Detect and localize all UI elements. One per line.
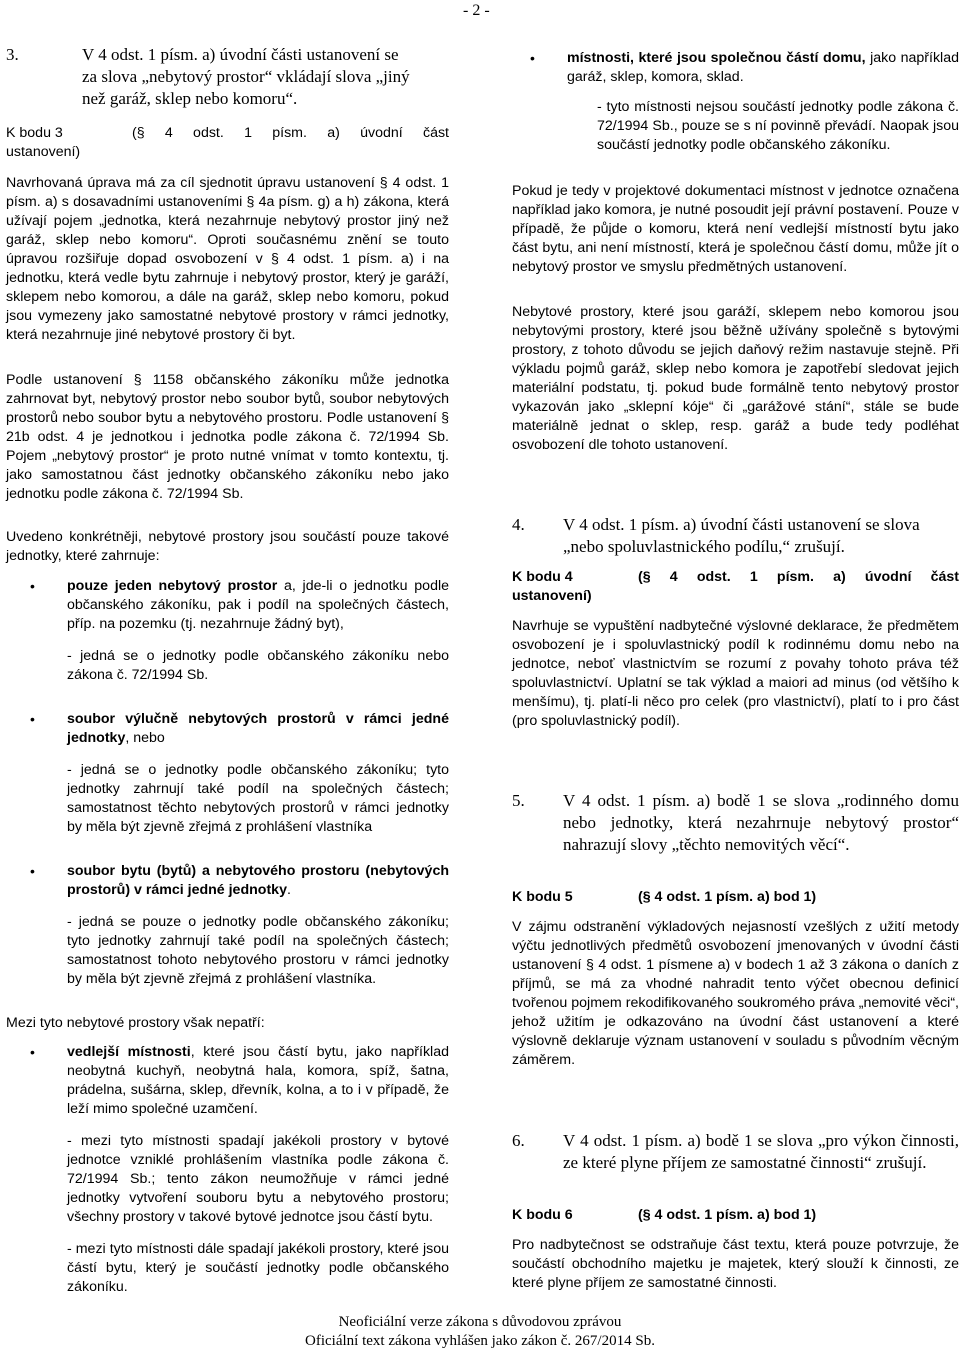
k-bodu-4-reference: (§ 4 odst. 1 písm. a) úvodní část: [638, 569, 959, 585]
bullet-5-bold: místnosti, které jsou společnou částí domu,: [567, 50, 866, 66]
bullet-2-subtext: - jedná se o jednotky podle občanského zákoníku; tyto jednotky zahrnují také podíl na společných částech; samostatnost těchto nebytových prostorů v rámci jednotky by měla být zjevně zřejmá z prohlášení vlastníka: [67, 762, 449, 835]
bullet-4-bold: vedlejší místnosti: [67, 1044, 191, 1060]
bullet-1-text: [67, 577, 449, 634]
list-item-bullet-2: [30, 710, 449, 837]
k-bodu-4-reference-cont: ustanovení): [512, 588, 592, 604]
section-5-number: 5.: [512, 791, 525, 810]
k-bodu-3-reference-cont: ustanovení): [6, 144, 81, 160]
section-4-number: 4.: [512, 515, 525, 534]
section-3-line-2: za slova „nebytový prostor“ vkládají slova „jiný: [82, 67, 410, 86]
paragraph-nebytove-prostory: Nebytové prostory, které jsou garáží, sklepem nebo komorou jsou nebytovými prostory, které jsou běžně užívány společně s bytovými prostory, z tohoto důvodu se jejich daňový režim nastavuje stejně. Při výkladu pojmů garáž, sklep nebo komora je zapotřebí sledovat jejich materiální podstatu, tj. pokud bude formálně tento nebytový prostor vykazován jako „sklepní kóje“ či „garážové stání“, stále se bude materiálně jednat o sklep, resp. garáž a bude tedy podléhat osvobození dle tohoto ustanovení.: [512, 304, 959, 453]
section-3-number: 3.: [6, 45, 19, 64]
bullet-5-rest: jako například garáž, sklep, komora, sklad.: [567, 50, 959, 85]
k-bodu-3-heading: [6, 124, 449, 164]
list-item-bullet-5: [530, 49, 959, 155]
section-3-line-1: V 4 odst. 1 písm. a) úvodní části ustanovení se: [82, 45, 399, 64]
paragraph-pro-nadbytecnost: Pro nadbytečnost se odstraňuje část textu, která pouze potvrzuje, že součástí obchodního majetku je majetek, který slouží k činnosti, ze které plyne příjem ze samostatné činnosti.: [512, 1237, 959, 1291]
k-bodu-3-label: K bodu 3: [6, 125, 63, 141]
bullet-1-bold: pouze jeden nebytový prostor: [67, 578, 278, 594]
k-bodu-5-label: K bodu 5: [512, 889, 573, 905]
paragraph-podle-ustanoveni: Podle ustanovení § 1158 občanského zákoníku může jednotka zahrnovat byt, nebytový prostor nebo soubor bytů, soubor nebytových prostorů nebo soubor bytu a nebytového prostoru. Podle ustanovení § 21b odst. 4 je jednotkou i jednotka podle zákona č. 72/1994 Sb. Pojem „nebytový prostor“ je proto nutné vnímat v tomto kontextu, tj. jako samostatnou část jednotky občanského zákoníku nebo jako jednotku podle zákona č. 72/1994 Sb.: [6, 372, 449, 502]
k-bodu-4-heading: [512, 568, 959, 608]
k-bodu-6-label: K bodu 6: [512, 1207, 573, 1223]
bullet-icon: •: [30, 711, 35, 727]
bullet-4-rest: , které jsou částí bytu, jako například neobytná kuchyň, neobytná hala, komora, spíž, šatna, prádelna, sušárna, sklep, dřevník, kolna, a to i v případě, že leží mimo společné uzamčení.: [67, 1044, 449, 1117]
list-item-bullet-1: [30, 577, 449, 685]
bullet-4-text: [67, 1043, 449, 1119]
k-bodu-3-reference: (§ 4 odst. 1 písm. a) úvodní část: [132, 125, 449, 141]
k-bodu-4-label: K bodu 4: [512, 569, 573, 585]
bullet-icon: •: [30, 863, 35, 879]
section-5-text: V 4 odst. 1 písm. a) bodě 1 se slova „rodinného domu nebo jednotky, která nezahrnuje nebytový prostor“ nahrazují slovy „těchto nemovitých věcí“.: [563, 791, 959, 854]
paragraph-navrhuje-se: Navrhuje se vypuštění nadbytečné výslovné deklarace, že předmětem osvobození je i spoluvlastnický podíl k rodinnému domu nebo na jednotce, neboť vlastnictvím se rozumí z povahy tohoto práva též spoluvlastnictví. Uplatní se tak výklad a maiori ad minus (od většího k menšímu), tj. platí-li něco pro celek (pro vlastnictví), platí to i pro část (pro spoluvlastnický podíl).: [512, 618, 959, 729]
paragraph-navrhovana-uprava: Navrhovaná úprava má za cíl sjednotit úpravu ustanovení § 4 odst. 1 písm. a) s dosavadními ustanoveními § 4a písm. g) a h) zákona, která užívají pojem „jednotka, která nezahrnuje nebytový prostor jiný než garáž, sklep nebo komoru“. Oproti současnému znění se touto úpravou rozšiřuje dopad osvobození v § 4 odst. 1 písm. a) i na jednotku, která vedle bytu zahrnuje i nebytový prostor, který je garáží, sklepem nebo komorou, a dále na garáž, sklep nebo komoru, pokud jsou vymezeny jako samostatné nebytové prostory v rámci jednotky, která nezahrnuje jiné nebytové prostory či byt.: [6, 175, 449, 343]
section-4-text: V 4 odst. 1 písm. a) úvodní části ustanovení se slova „nebo spoluvlastnického podílu,“ zrušují.: [563, 515, 920, 556]
bullet-icon: •: [30, 1044, 35, 1060]
page-number: - 2 -: [463, 2, 490, 19]
bullet-4-subtext-1: - mezi tyto místnosti spadají jakékoli prostory v bytové jednotce vzniklé prohlášením vlastníka podle zákona č. 72/1994 Sb.; tento zákon neumožňuje v rámci jedné jednotky vytvoření souboru bytu a nebytového prostoru; všechny prostory v takové bytové jednotce jsou částí bytu.: [67, 1133, 449, 1225]
list-item-bullet-4: [30, 1043, 449, 1297]
bullet-4-subtext-2: - mezi tyto místnosti dále spadají jakékoli prostory, které jsou částí bytu, který je součástí jednotky podle občanského zákoníku.: [67, 1241, 449, 1295]
bullet-5-subtext: - tyto místnosti nejsou součástí jednotky podle zákona č. 72/1994 Sb., pouze se s ní povinně převádí. Naopak jsou součástí jednotky podle občanského zákoníku.: [597, 99, 959, 153]
k-bodu-6-reference: (§ 4 odst. 1 písm. a) bod 1): [638, 1207, 817, 1223]
paragraph-uvedeno-konkretneji: Uvedeno konkrétněji, nebytové prostory jsou součástí pouze takové jednotky, které zahrnuje:: [6, 529, 449, 564]
bullet-2-bold: soubor výlučně nebytových prostorů v rámci jedné jednotky: [67, 711, 449, 746]
bullet-3-bold: soubor bytu (bytů) a nebytového prostoru (nebytových prostorů) v rámci jedné jednotky: [67, 863, 449, 898]
bullet-icon: •: [30, 578, 35, 594]
k-bodu-5-heading: [512, 888, 959, 908]
bullet-2-rest: , nebo: [125, 730, 165, 746]
bullet-icon: •: [530, 50, 535, 66]
paragraph-v-zajmu: V zájmu odstranění výkladových nejasností vzešlých z užití metody výčtu jednotlivých předmětů osvobození jmenovaných v úvodní části ustanovení § 4 odst. 1 písmene a) v bodech 1 až 3 zákona o daních z příjmů, se má za vhodné nahradit tento výčet obecnou definicí tvořenou pojmem rekodifikovaného soukromého práva „nemovité věci“, jehož užitím je odkazováno na úvodní část ustanovení a které výslovně deklaruje význam ustanovení v souladu s původním věcným záměrem.: [512, 919, 959, 1068]
footer-line-1: Neoficiální verze zákona s důvodovou zprávou: [338, 1314, 622, 1330]
bullet-3-subtext: - jedná se pouze o jednotky podle občanského zákoníku; tyto jednotky zahrnují také podíl na společných částech; samostatnost tohoto nebytového prostoru v rámci jednotky by měla být zjevně zřejmá z prohlášení vlastníka.: [67, 914, 449, 987]
section-3-text: [82, 44, 449, 110]
k-bodu-6-heading: [512, 1206, 959, 1226]
bullet-2-text: [67, 710, 449, 748]
k-bodu-5-reference: (§ 4 odst. 1 písm. a) bod 1): [638, 889, 817, 905]
bullet-5-text: [567, 49, 959, 87]
paragraph-mezi-tyto: Mezi tyto nebytové prostory však nepatří:: [6, 1015, 265, 1031]
bullet-1-rest: a, jde-li o jednotku podle občanského zákoníku, pak i podíl na společných částech, příp. na pozemku (tj. nezahrnuje žádný byt),: [67, 578, 450, 632]
paragraph-pokud-je-tedy: Pokud je tedy v projektové dokumentaci místnost v jednotce označena například jako komora, je nutné posoudit její právní postavení. Pouze v případě, že půjde o komoru, která není vedlejší místností bytu jako část bytu, ani není místností, která je společnou částí domu, může jít o nebytový prostor ve smyslu předmětných ustanovení.: [512, 183, 959, 275]
bullet-1-subtext: - jedná se o jednotky podle občanského zákoníku nebo zákona č. 72/1994 Sb.: [67, 648, 449, 683]
section-3-line-3: než garáž, sklep nebo komoru“.: [82, 89, 298, 108]
bullet-3-text: [67, 862, 449, 900]
list-item-bullet-3: [30, 862, 449, 989]
bullet-3-rest: .: [286, 882, 291, 898]
section-6-number: 6.: [512, 1131, 525, 1150]
footer-line-2: Oficiální text zákona vyhlášen jako zákon č. 267/2014 Sb.: [305, 1333, 655, 1349]
section-6-text: V 4 odst. 1 písm. a) bodě 1 se slova „pro výkon činnosti, ze které plyne příjem ze samostatné činnosti“ zrušují.: [563, 1131, 959, 1172]
